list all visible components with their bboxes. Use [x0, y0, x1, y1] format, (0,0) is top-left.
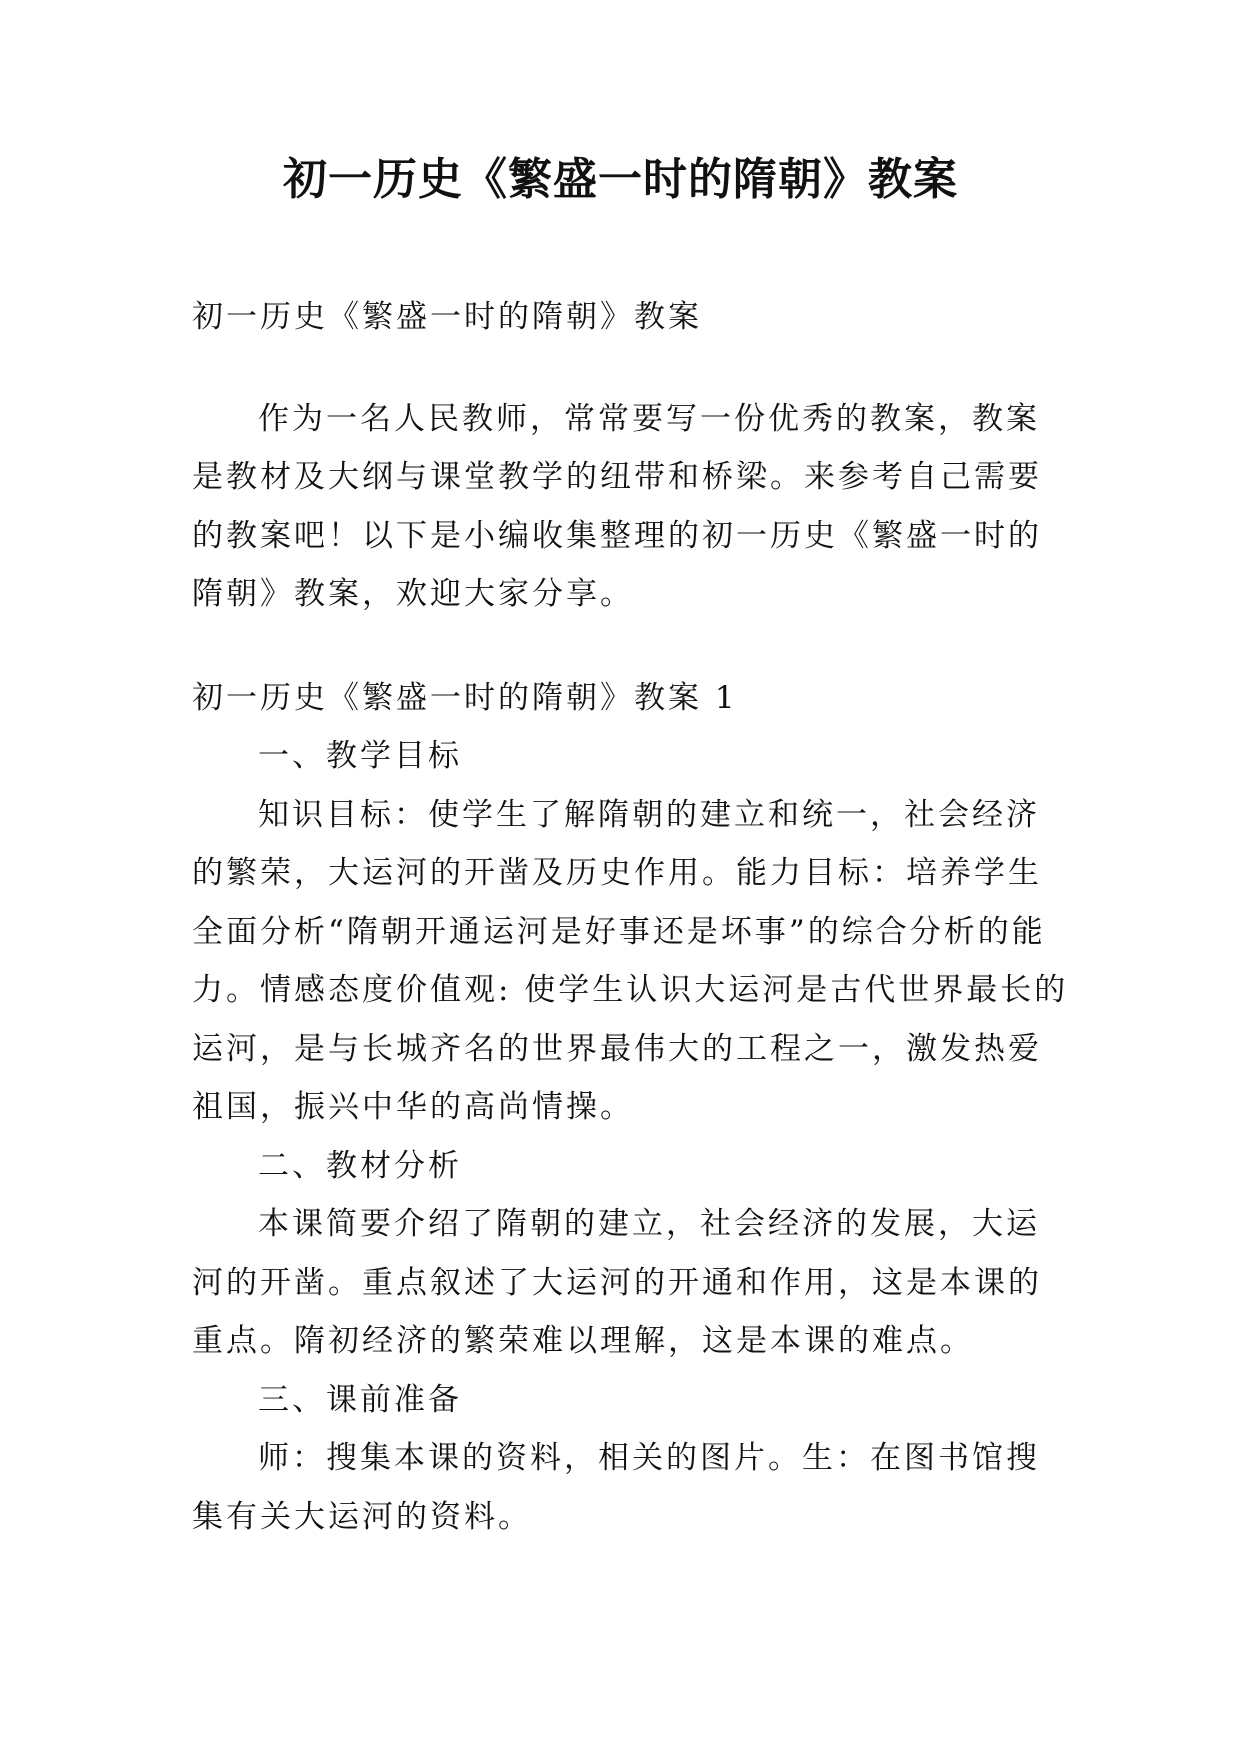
document-body: [192, 288, 1072, 1546]
document-title: 初一历史《繁盛一时的隋朝》教案: [283, 154, 958, 205]
paragraph-teaching-goals: 知识目标：使学生了解隋朝的建立和统一，社会经济的繁荣，大运河的开凿及历史作用。能力目标：培养学生全面分析“隋朝开通运河是好事还是坏事”的综合分析的能力。情感态度价值观: 使学生认识大运河是古代世界最长的运河，是与长城齐名的世界最伟大的工程之一，激发热爱祖国，振兴中华的高尚情操。: [192, 796, 1069, 1125]
document-subtitle: 初一历史《繁盛一时的隋朝》教案: [192, 299, 702, 335]
heading-material-analysis: 二、教材分析: [258, 1147, 462, 1184]
paragraph-preparation: 师：搜集本课的资料，相关的图片。生：在图书馆搜集有关大运河的资料。: [192, 1440, 1040, 1535]
section-title: 初一历史《繁盛一时的隋朝》教案 1: [192, 679, 738, 716]
spacer: [192, 347, 1072, 390]
heading-preparation: 三、课前准备: [258, 1381, 462, 1418]
intro-paragraph: 作为一名人民教师，常常要写一份优秀的教案，教案是教材及大纲与课堂教学的纽带和桥梁。来参考自己需要的教案吧！以下是小编收集整理的初一历史《繁盛一时的隋朝》教案，欢迎大家分享。: [192, 400, 1042, 612]
paragraph-material-analysis: 本课简要介绍了隋朝的建立，社会经济的发展，大运河的开凿。重点叙述了大运河的开通和作用，这是本课的重点。隋初经济的繁荣难以理解，这是本课的难点。: [192, 1206, 1042, 1359]
heading-teaching-goals: 一、教学目标: [258, 738, 462, 774]
spacer: [192, 624, 1072, 669]
